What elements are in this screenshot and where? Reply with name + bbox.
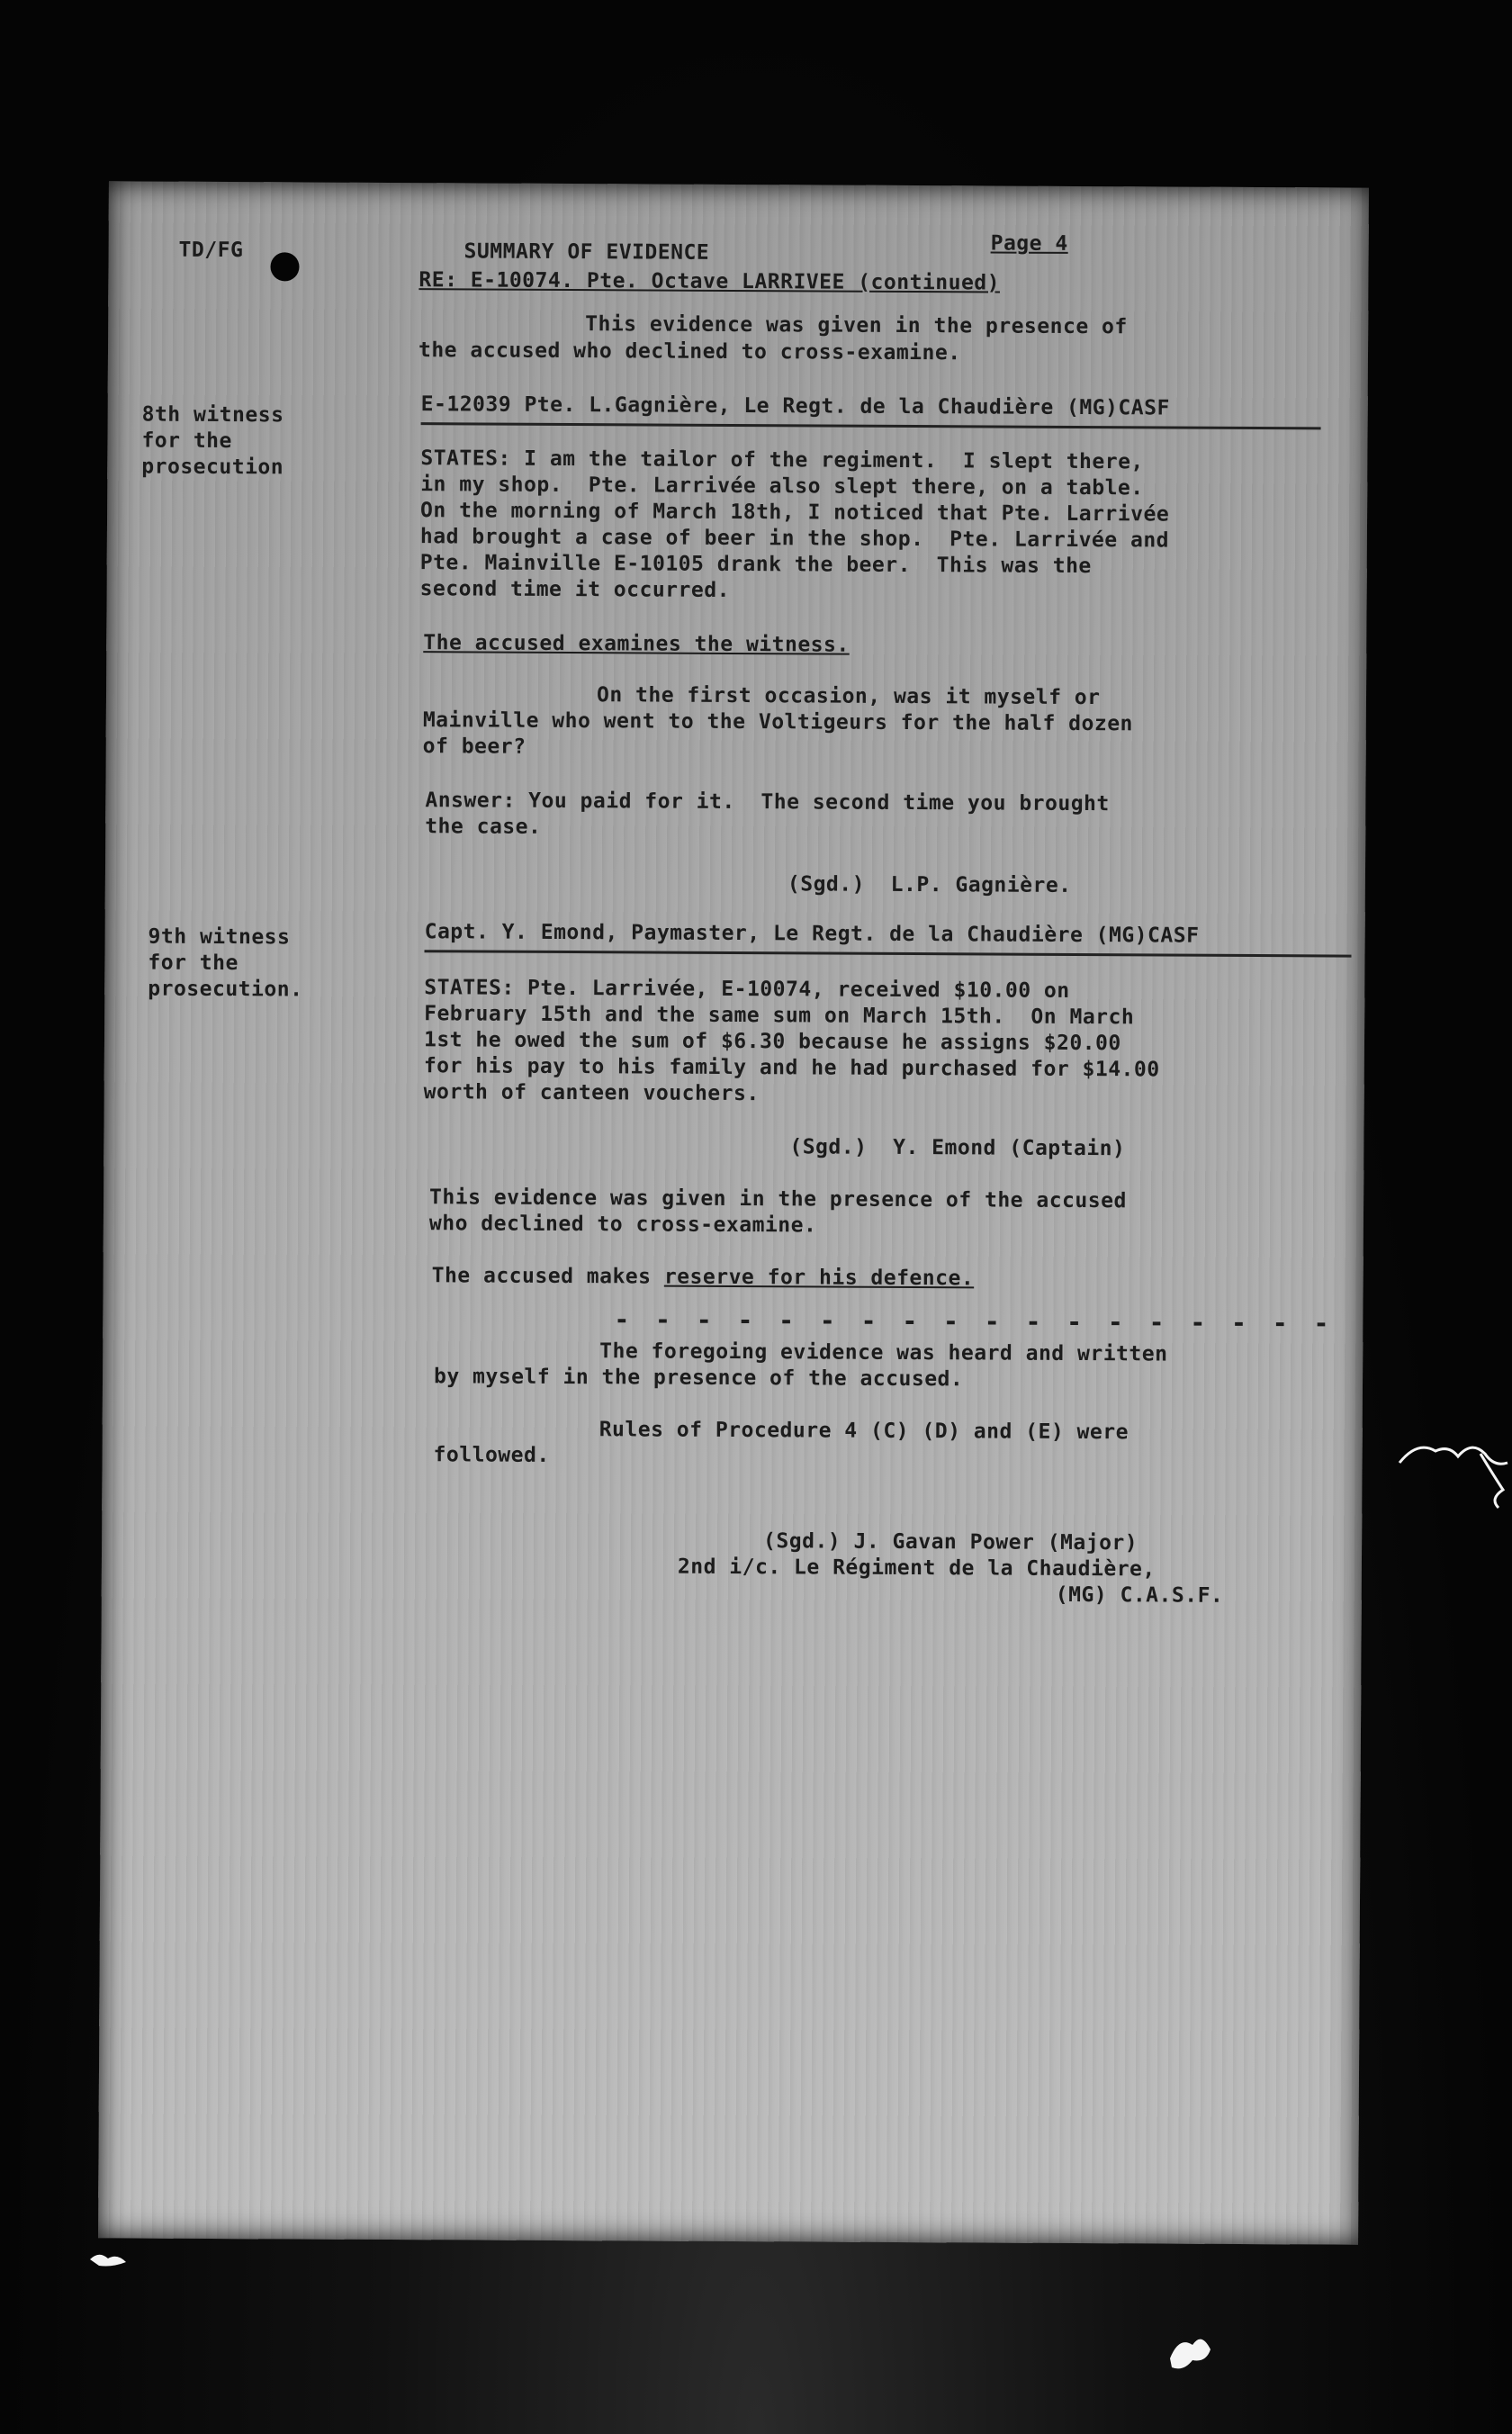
heading-rule bbox=[425, 950, 1352, 957]
witness8-signature: (Sgd.) L.P. Gagnière. bbox=[787, 872, 1072, 897]
rules-line: Rules of Procedure 4 (C) (D) and (E) were bbox=[598, 1418, 1130, 1445]
examines-heading: The accused examines the witness. bbox=[423, 631, 850, 657]
witness9-signature: (Sgd.) Y. Emond (Captain) bbox=[789, 1135, 1126, 1161]
presence-line: This evidence was given in the presence of the accused bbox=[429, 1185, 1127, 1213]
reserve-line: The accused makes reserve for his defence. bbox=[431, 1264, 975, 1291]
witness9-statement: STATES: Pte. Larrivée, E-10074, received $10.00 on bbox=[424, 976, 1070, 1003]
witness9-label: 9th witness bbox=[148, 924, 291, 950]
page-number: Page 4 bbox=[990, 231, 1068, 256]
witness8-label: 8th witness bbox=[141, 402, 284, 428]
closing-signature: 2nd i/c. Le Régiment de la Chaudière, bbox=[677, 1555, 1156, 1582]
film-speck bbox=[86, 2246, 140, 2273]
witness8-statement: STATES: I am the tailor of the regiment. I slept there, bbox=[420, 446, 1144, 474]
answer-line: Answer: You paid for it. The second time you brought bbox=[425, 789, 1110, 816]
presence-line: who declined to cross-examine. bbox=[428, 1212, 817, 1238]
file-code: TD/FG bbox=[178, 238, 244, 263]
witness8-label: for the bbox=[141, 428, 232, 454]
witness9-statement: 1st he owed the sum of $6.30 because he assigns $20.00 bbox=[423, 1028, 1121, 1056]
intro-line-2: the accused who declined to cross-examine. bbox=[418, 338, 961, 365]
punch-hole bbox=[270, 252, 299, 281]
witness8-label: prosecution bbox=[141, 455, 284, 480]
document-page bbox=[98, 181, 1369, 2244]
separator-dashes: - - - - - - - - - - - - - - - - - - bbox=[614, 1304, 1335, 1339]
witness8-statement: had brought a case of beer in the shop. Pte. Larrivée and bbox=[419, 525, 1170, 553]
heading-rule bbox=[421, 422, 1321, 429]
witness8-heading: E-12039 Pte. L.Gagnière, Le Regt. de la Chaudière (MG)CASF bbox=[420, 392, 1170, 420]
closing-signature: (Sgd.) J. Gavan Power (Major) bbox=[763, 1529, 1138, 1555]
witness8-statement: in my shop. Pte. Larrivée also slept there, on a table. bbox=[420, 473, 1144, 500]
witness9-label: for the bbox=[148, 951, 238, 976]
film-speck bbox=[1161, 2322, 1224, 2376]
witness9-statement: worth of canteen vouchers. bbox=[423, 1080, 760, 1106]
question-line: of beer? bbox=[422, 735, 526, 759]
witness8-statement: On the morning of March 18th, I noticed that Pte. Larrivée bbox=[420, 499, 1170, 527]
foregoing-line: The foregoing evidence was heard and written bbox=[599, 1339, 1168, 1366]
foregoing-line: by myself in the presence of the accused. bbox=[433, 1365, 964, 1392]
film-scratch-mark bbox=[1395, 1413, 1512, 1512]
question-line: Mainville who went to the Voltigeurs for the half dozen bbox=[422, 708, 1134, 736]
witness9-statement: February 15th and the same sum on March 15th. On March bbox=[424, 1002, 1135, 1030]
answer-line: the case. bbox=[425, 815, 542, 839]
rules-line: followed. bbox=[433, 1443, 550, 1467]
re-line: RE: E-10074. Pte. Octave LARRIVEE (continued) bbox=[418, 268, 1001, 295]
question-line: On the first occasion, was it myself or bbox=[596, 683, 1101, 710]
witness8-statement: second time it occurred. bbox=[419, 577, 731, 602]
witness9-label: prosecution. bbox=[148, 977, 303, 1002]
witness8-statement: Pte. Mainville E-10105 drank the beer. This was the bbox=[419, 551, 1092, 579]
document-title: SUMMARY OF EVIDENCE bbox=[464, 239, 710, 265]
witness9-heading: Capt. Y. Emond, Paymaster, Le Regt. de la Chaudière (MG)CASF bbox=[424, 920, 1200, 948]
closing-signature: (MG) C.A.S.F. bbox=[1055, 1582, 1224, 1608]
witness9-statement: for his pay to his family and he had purchased for $14.00 bbox=[423, 1054, 1160, 1082]
intro-line-1: This evidence was given in the presence of bbox=[585, 312, 1128, 339]
